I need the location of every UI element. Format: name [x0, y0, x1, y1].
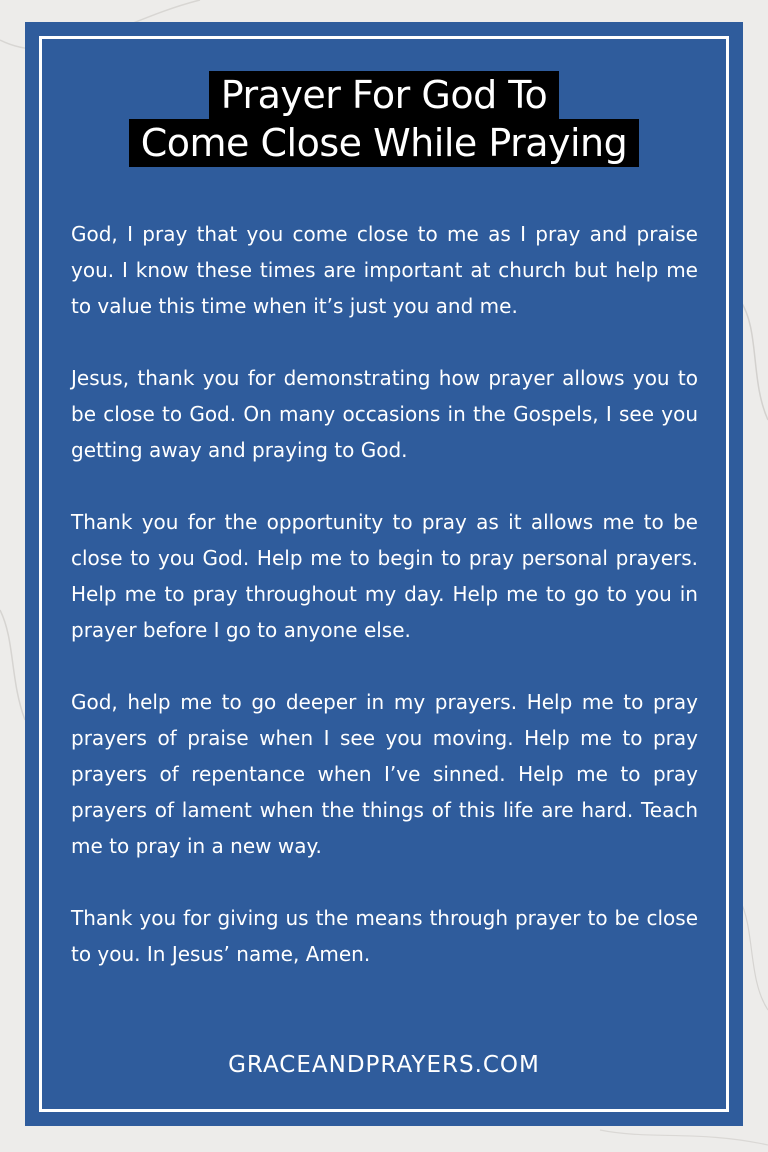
prayer-paragraph-2: Jesus, thank you for demonstrating how prayer allows you to be close to God. On many occasions in the Gospels, I see you getting away and praying to God.	[71, 366, 698, 462]
prayer-card	[25, 22, 743, 1126]
prayer-paragraph-5: Thank you for giving us the means through prayer to be close to you. In Jesus’ name, Amen.	[71, 906, 698, 966]
prayer-paragraph-3: Thank you for the opportunity to pray as it allows me to be close to you God. Help me to begin to pray personal prayers. Help me to pray throughout my day. Help me to go to you in prayer before I go to anyone else.	[71, 510, 698, 642]
website-footer: GRACEANDPRAYERS.COM	[228, 1052, 540, 1078]
prayer-paragraph-4: God, help me to go deeper in my prayers. Help me to pray prayers of praise when I see you moving. Help me to pray prayers of repentance when I’ve sinned. Help me to pray prayers of lament when the things of this life are hard. Teach me to pray in a new way.	[71, 690, 698, 858]
title-block	[25, 71, 743, 167]
title-line-1: Prayer For God To	[209, 71, 560, 119]
prayer-paragraph-1: God, I pray that you come close to me as I pray and praise you. I know these times are important at church but help me to value this time when it’s just you and me.	[71, 222, 698, 318]
title-line-2: Come Close While Praying	[129, 119, 640, 167]
prayer-body	[71, 216, 698, 972]
